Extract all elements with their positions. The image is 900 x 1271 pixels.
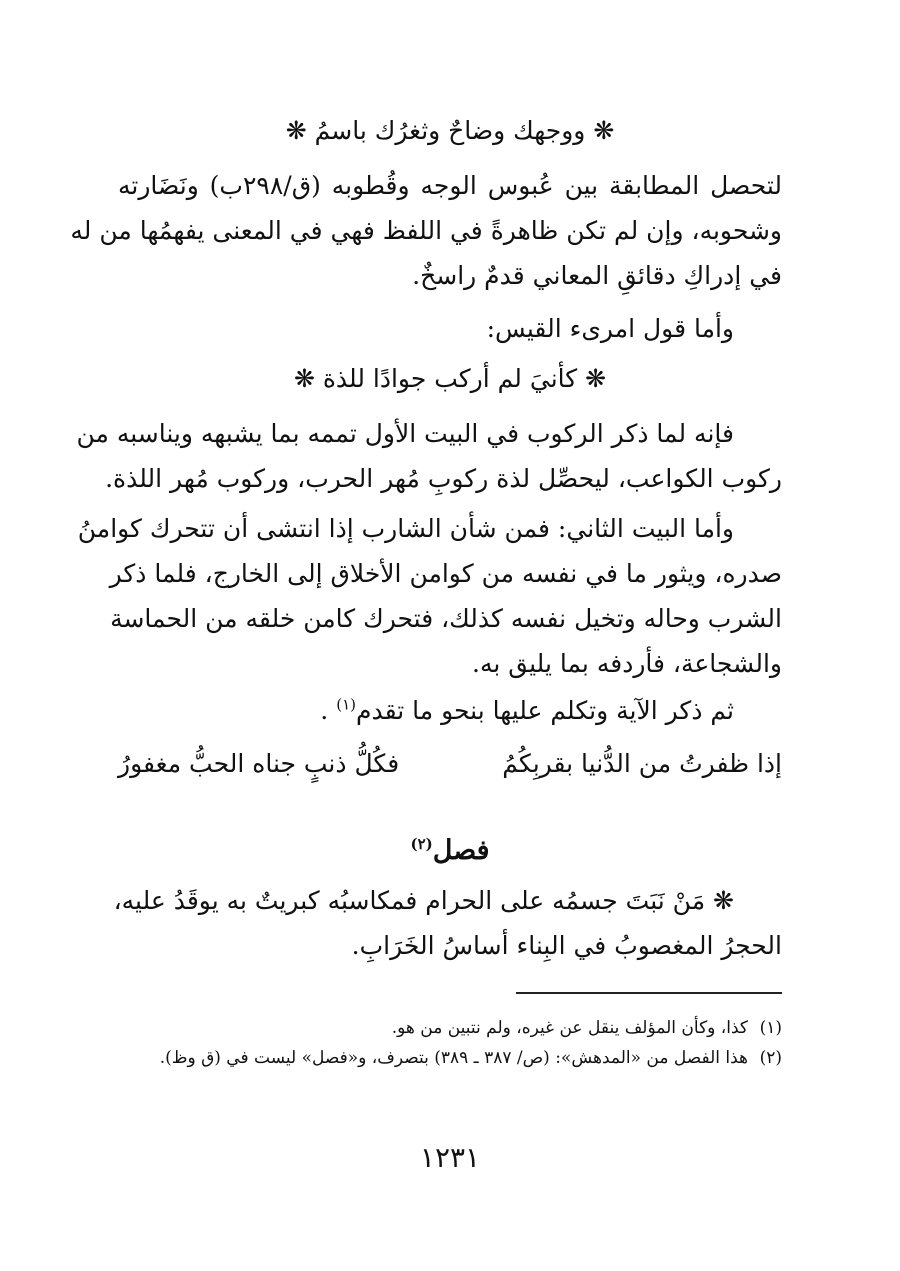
paragraph-4-line: الشرب وحاله وتخيل نفسه كذلك، فتحرك كامن خلقه من الحماسة (110, 604, 782, 633)
paragraph-2 (118, 306, 782, 351)
paragraph-4-line: صدره، ويثور ما في نفسه من كوامن الأخلاق إلى الخارج، فلما ذكر (109, 559, 782, 588)
paragraph-4 (77, 506, 782, 686)
footnote-ref-2: (٢) (410, 835, 433, 853)
paragraph-5 (118, 688, 782, 733)
paragraph-2-line: وأما قول امرىء القيس: (486, 314, 734, 343)
verse-second-hemistich: فكُلُّ ذنبٍ جناه الحبُّ مغفورُ (118, 749, 400, 778)
footnote-ref-1: (١) (336, 695, 356, 714)
page-number: ١٢٣١ (419, 1141, 481, 1174)
paragraph-4-line: والشجاعة، فأردفه بما يليق به. (472, 649, 782, 678)
paragraph-6-line: الحجرُ المغصوبُ في البِناء أساسُ الخَرَابِ. (351, 931, 782, 960)
verse-line-1: ❋ ووجهك وضاحٌ وثغرُك باسمُ ❋ (285, 116, 615, 145)
paragraph-3-line: ركوب الكواعب، ليحصِّل لذة ركوبِ مُهر الحرب، وركوب مُهر اللذة. (105, 464, 782, 493)
footnote-separator (516, 992, 782, 994)
footnote-number: (٢) (759, 1048, 782, 1068)
footnote-1 (118, 1013, 782, 1043)
paragraph-1-line: في إدراكِ دقائقِ المعاني قدمٌ راسخٌ. (412, 261, 782, 290)
section-heading (118, 828, 782, 873)
verse-first-hemistich: إذا ظفرتُ من الدُّنيا بقربِكُمُ (502, 749, 782, 778)
section-heading-text: فصل (432, 835, 490, 866)
verse-line-3 (118, 741, 782, 786)
footnotes (118, 1013, 782, 1073)
paragraph-3-line: فإنه لما ذكر الركوب في البيت الأول تممه بما يشبهه ويناسبه من (76, 419, 734, 448)
footnote-number: (١) (759, 1018, 782, 1038)
paragraph-5-line (118, 688, 782, 733)
paragraph-5-end: . (320, 696, 329, 725)
paragraph-1-line: وشحوبه، وإن لم تكن ظاهرةً في اللفظ فهي في المعنى يفهمُها من له (70, 216, 782, 245)
paragraph-1-line: لتحصل المطابقة بين عُبوس الوجه وقُطوبه (ق/٢٩٨ب) ونَضَارته (118, 171, 783, 200)
footnote-text: كذا، وكأن المؤلف ينقل عن غيره، ولم نتبين من هو. (391, 1018, 748, 1038)
paragraph-6-line: ❋ مَنْ نَبَتَ جسمُه على الحرام فمكاسبُه كبريتٌ به يوقَدُ عليه، (113, 886, 734, 915)
paragraph-1 (70, 163, 783, 298)
verse-line-2: ❋ كأنيَ لم أركب جوادًا للذة ❋ (293, 364, 607, 393)
footnote-2 (118, 1043, 782, 1073)
paragraph-5-text: ثم ذكر الآية وتكلم عليها بنحو ما تقدم (355, 696, 734, 725)
paragraph-6 (113, 878, 782, 968)
paragraph-3 (76, 411, 782, 501)
paragraph-4-line: وأما البيت الثاني: فمن شأن الشارب إذا انتشى أن تتحرك كوامنُ (77, 514, 734, 543)
footnote-text: هذا الفصل من «المدهش»: (ص/ ٣٨٧ ـ ٣٨٩) بتصرف، و«فصل» ليست في (ق وظ). (159, 1048, 748, 1068)
